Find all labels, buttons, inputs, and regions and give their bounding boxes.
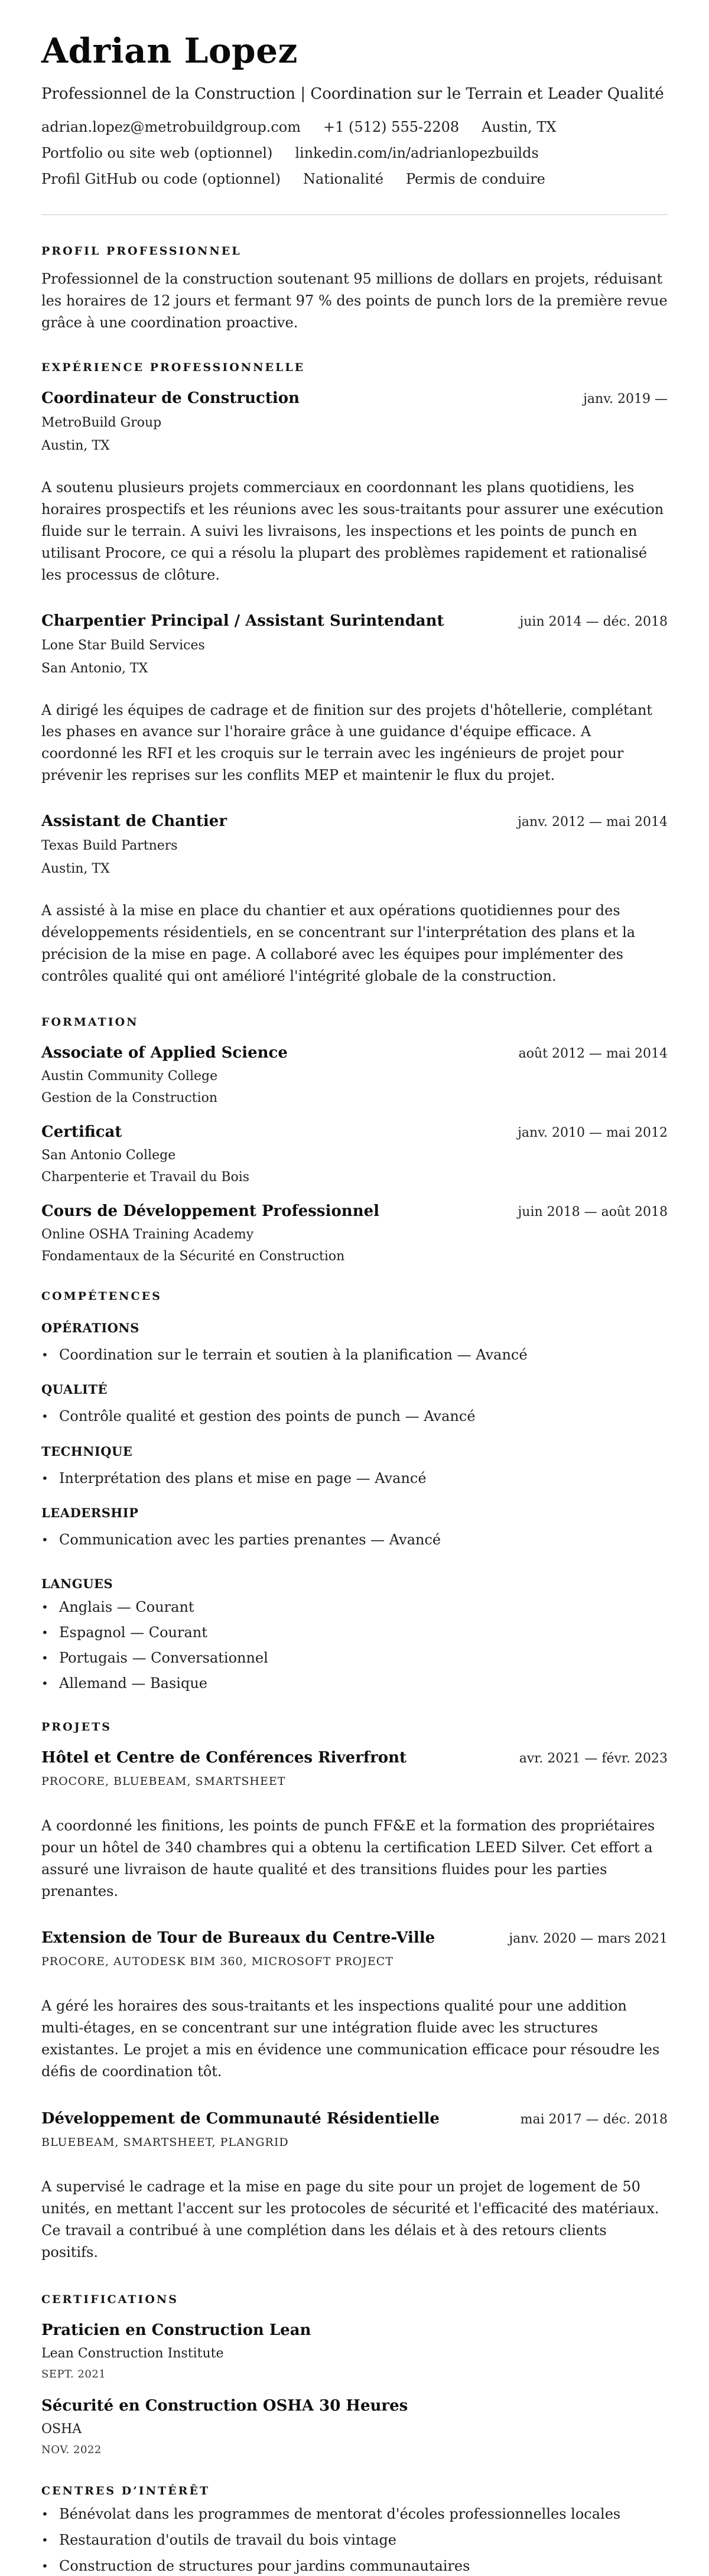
skill-group	[41, 1444, 668, 1488]
project-head-row	[41, 1929, 668, 1947]
bullet-icon: •	[41, 2559, 48, 2574]
job-head-row	[41, 612, 668, 630]
skill-group	[41, 1382, 668, 1426]
job-description: A soutenu plusieurs projets commerciaux en coordonnant les plans quotidiens, les horaires prospectifs et les réunions avec les sous-traitants pour assurer une exécution fluide sur le terrain. A suivi les livraisons, les inspections et les points de punch en utilisant Procore, ce qui a résolu la plupart des problèmes rapidement et rationalisé les processus de clôture.	[41, 479, 664, 583]
bullet-icon: •	[41, 1471, 48, 1485]
job-company: Lone Star Build Services	[41, 638, 205, 653]
certification-title: Sécurité en Construction OSHA 30 Heures	[41, 2397, 408, 2415]
certification-issuer: Lean Construction Institute	[41, 2346, 224, 2362]
interest-item-text: Construction de structures pour jardins communautaires	[59, 2558, 470, 2575]
language-item	[41, 1649, 668, 1667]
education-date: août 2012 — mai 2014	[518, 1046, 668, 1062]
job-entry	[41, 812, 668, 987]
skill-group-label: QUALITÉ	[41, 1382, 108, 1397]
education-entry	[41, 1123, 668, 1185]
interest-item	[41, 2531, 668, 2549]
skill-group	[41, 1505, 668, 1549]
project-entry	[41, 2110, 668, 2263]
bullet-icon: •	[41, 1651, 48, 1666]
job-location: Austin, TX	[41, 438, 110, 453]
education-field: Charpenterie et Travail du Bois	[41, 1170, 250, 1185]
project-tools: BLUEBEAM, SMARTSHEET, PLANGRID	[41, 2136, 289, 2149]
job-location: Austin, TX	[41, 861, 110, 877]
education-date: janv. 2010 — mai 2012	[518, 1126, 668, 1141]
skill-group-label: OPÉRATIONS	[41, 1320, 139, 1336]
project-description: A coordonné les finitions, les points de punch FF&E et la formation des propriétaires pour un hôtel de 340 chambres qui a obtenu la certification LEED Silver. Cet effort a assuré une livraison de haute qualité et des transitions fluides pour les parties prenantes.	[41, 1817, 655, 1900]
interest-item	[41, 2505, 668, 2523]
education-school: San Antonio College	[41, 1148, 176, 1163]
certification-title: Praticien en Construction Lean	[41, 2321, 311, 2340]
bullet-icon: •	[41, 2507, 48, 2522]
section-education	[41, 1016, 668, 1264]
job-title: Assistant de Chantier	[41, 812, 227, 831]
bullet-icon: •	[41, 2533, 48, 2548]
job-location: San Antonio, TX	[41, 661, 148, 676]
certification-date: SEPT. 2021	[41, 2368, 106, 2381]
skill-group-label: LEADERSHIP	[41, 1505, 139, 1520]
education-heading: FORMATION	[41, 1016, 139, 1029]
education-head-row	[41, 1202, 668, 1220]
language-item	[41, 1674, 668, 1693]
profile-text: Professionnel de la construction soutenant 95 millions de dollars en projets, réduisant les horaires de 12 jours et fermant 97 % des points de punch lors de la première revue grâce à une coordination proactive.	[41, 270, 668, 331]
certification-entry	[41, 2397, 668, 2456]
contact-row	[41, 119, 668, 135]
job-company: MetroBuild Group	[41, 415, 162, 430]
project-date: avr. 2021 — févr. 2023	[519, 1751, 668, 1766]
education-field: Gestion de la Construction	[41, 1091, 218, 1106]
language-item-text: Espagnol — Courant	[59, 1624, 207, 1641]
job-head-row	[41, 389, 668, 407]
bullet-icon: •	[41, 1599, 48, 1614]
project-entry	[41, 1929, 668, 2083]
contact-license-label: Permis de conduire	[406, 170, 545, 187]
interests-list	[41, 2505, 668, 2576]
project-date: mai 2017 — déc. 2018	[520, 2112, 668, 2128]
education-field: Fondamentaux de la Sécurité en Construction	[41, 1249, 345, 1264]
contact-phone: +1 (512) 555-2208	[323, 118, 460, 135]
section-certifications	[41, 2293, 668, 2456]
skill-group	[41, 1320, 668, 1364]
contact-portfolio-label: Portfolio ou site web (optionnel)	[41, 144, 273, 161]
job-description: A dirigé les équipes de cadrage et de finition sur des projets d'hôtellerie, complétant les phases en avance sur l'horaire grâce à une guidance d'équipe efficace. A coordonné les RFI et les croquis sur le terrain avec les ingénieurs de projet pour prévenir les reprises sur les conflits MEP et maintenir le flux du projet.	[41, 701, 653, 784]
contact-email: adrian.lopez@metrobuildgroup.com	[41, 118, 301, 135]
language-item	[41, 1624, 668, 1642]
language-item-text: Portugais — Conversationnel	[59, 1650, 268, 1667]
skill-item-text: Contrôle qualité et gestion des points de punch — Avancé	[59, 1408, 476, 1425]
education-degree: Associate of Applied Science	[41, 1044, 288, 1062]
job-head-row	[41, 812, 668, 830]
skill-item	[41, 1346, 668, 1364]
education-entry	[41, 1044, 668, 1105]
contact-block	[41, 119, 668, 187]
project-date: janv. 2020 — mars 2021	[509, 1931, 668, 1947]
contact-linkedin: linkedin.com/in/adrianlopezbuilds	[295, 144, 539, 161]
language-item-text: Anglais — Courant	[59, 1598, 194, 1615]
skill-item	[41, 1531, 668, 1549]
skill-item	[41, 1469, 668, 1488]
skill-item-text: Communication avec les parties prenantes — Avancé	[59, 1531, 441, 1548]
section-interests	[41, 2484, 668, 2576]
section-projects	[41, 1720, 668, 2263]
languages-heading: LANGUES	[41, 1576, 113, 1591]
bullet-icon: •	[41, 1532, 48, 1547]
skill-group-label: TECHNIQUE	[41, 1443, 133, 1459]
job-date: juin 2014 — déc. 2018	[519, 614, 668, 629]
candidate-headline: Professionnel de la Construction | Coordination sur le Terrain et Leader Qualité	[41, 84, 664, 103]
contact-nationality-label: Nationalité	[303, 170, 384, 187]
job-date: janv. 2012 — mai 2014	[518, 815, 668, 830]
resume-header	[41, 33, 668, 215]
education-head-row	[41, 1044, 668, 1062]
certification-entry	[41, 2321, 668, 2380]
experience-heading: EXPÉRIENCE PROFESSIONNELLE	[41, 360, 305, 374]
skill-item-text: Interprétation des plans et mise en page — Avancé	[59, 1469, 427, 1487]
interests-heading: CENTRES D’INTÉRÊT	[41, 2484, 210, 2498]
job-date: janv. 2019 —	[583, 391, 668, 406]
bullet-icon: •	[41, 1676, 48, 1691]
job-entry	[41, 389, 668, 586]
education-school: Online OSHA Training Academy	[41, 1227, 254, 1243]
project-title: Hôtel et Centre de Conférences Riverfront	[41, 1748, 407, 1767]
project-description: A supervisé le cadrage et la mise en page du site pour un projet de logement de 50 unités, en mettant l'accent sur les protocoles de sécurité et l'efficacité des matériaux. Ce travail a contribué à une complétion dans les délais et à des retours clients positifs.	[41, 2178, 659, 2261]
education-school: Austin Community College	[41, 1069, 218, 1084]
project-entry	[41, 1749, 668, 1902]
certification-issuer: OSHA	[41, 2422, 82, 2437]
education-degree: Cours de Développement Professionnel	[41, 1202, 380, 1221]
skills-heading: COMPÉTENCES	[41, 1290, 162, 1303]
bullet-icon: •	[41, 1348, 48, 1362]
contact-row	[41, 171, 668, 187]
certification-date: NOV. 2022	[41, 2444, 102, 2457]
skill-item-text: Coordination sur le terrain et soutien à la planification — Avancé	[59, 1346, 528, 1364]
project-head-row	[41, 1749, 668, 1767]
projects-heading: PROJETS	[41, 1720, 112, 1733]
contact-github-label: Profil GitHub ou code (optionnel)	[41, 170, 281, 187]
education-entry	[41, 1202, 668, 1264]
header-divider	[41, 214, 668, 215]
contact-location: Austin, TX	[482, 118, 557, 135]
contact-row	[41, 145, 668, 161]
project-description: A géré les horaires des sous-traitants et les inspections qualité pour une addition multi-étages, en se concentrant sur une intégration fluide avec les structures existantes. Le projet a mis en évidence une communication efficace pour résoudre les défis de coordination tôt.	[41, 1998, 660, 2080]
education-degree: Certificat	[41, 1123, 122, 1141]
job-entry	[41, 612, 668, 787]
section-skills	[41, 1290, 668, 1693]
job-description: A assisté à la mise en place du chantier et aux opérations quotidiennes pour des développements résidentiels, en se concentrant sur l'interprétation des plans et la précision de la mise en page. A collaboré avec les équipes pour implémenter des contrôles qualité qui ont amélioré l'intégrité globale de la construction.	[41, 902, 636, 985]
language-item-text: Allemand — Basique	[59, 1675, 207, 1692]
section-experience	[41, 361, 668, 987]
interest-item	[41, 2557, 668, 2575]
section-profile	[41, 245, 668, 334]
job-title: Charpentier Principal / Assistant Surintendant	[41, 612, 444, 630]
project-head-row	[41, 2110, 668, 2128]
job-title: Coordinateur de Construction	[41, 389, 300, 407]
bullet-icon: •	[41, 1625, 48, 1640]
certifications-heading: CERTIFICATIONS	[41, 2293, 178, 2307]
profile-heading: PROFIL PROFESSIONNEL	[41, 244, 242, 258]
language-item	[41, 1598, 668, 1616]
project-tools: PROCORE, BLUEBEAM, SMARTSHEET	[41, 1774, 286, 1788]
job-company: Texas Build Partners	[41, 838, 178, 854]
project-tools: PROCORE, AUTODESK BIM 360, MICROSOFT PROJECT	[41, 1955, 393, 1969]
project-title: Extension de Tour de Bureaux du Centre-Ville	[41, 1929, 435, 1947]
interest-item-text: Restauration d'outils de travail du bois vintage	[59, 2532, 397, 2549]
skill-item	[41, 1407, 668, 1426]
candidate-name: Adrian Lopez	[41, 31, 298, 71]
education-date: juin 2018 — août 2018	[518, 1205, 668, 1220]
project-title: Développement de Communauté Résidentielle	[41, 2110, 440, 2128]
interest-item-text: Bénévolat dans les programmes de mentorat d'écoles professionnelles locales	[59, 2506, 621, 2523]
education-head-row	[41, 1123, 668, 1141]
bullet-icon: •	[41, 1409, 48, 1424]
languages-list	[41, 1598, 668, 1693]
